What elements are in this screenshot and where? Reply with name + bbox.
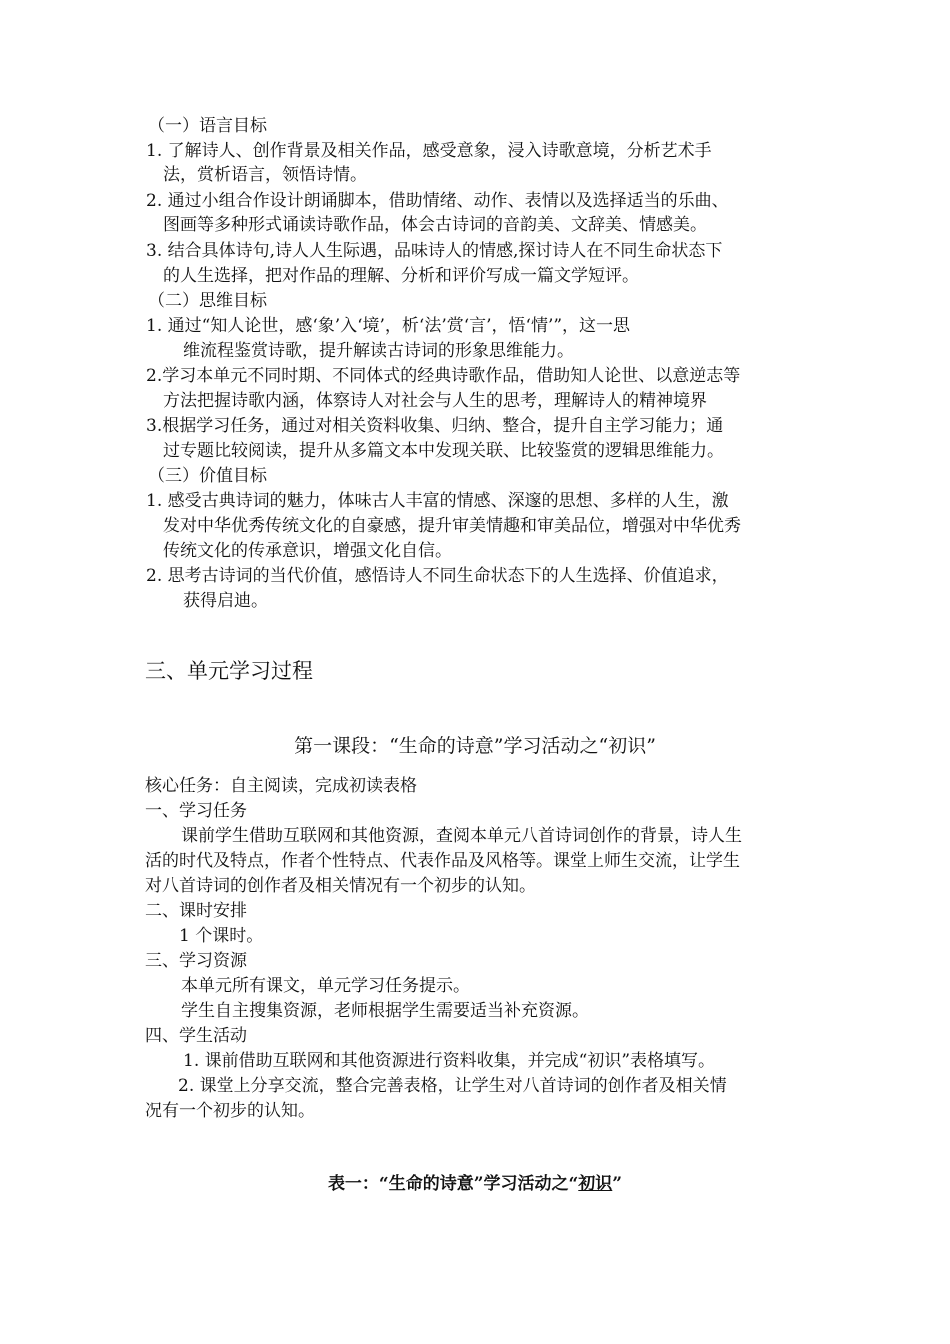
activity-1: 1. 课前借助互联网和其他资源进行资料收集，并完成“初识”表格填写。 xyxy=(183,1051,716,1071)
task-text-line1: 课前学生借助互联网和其他资源，查阅本单元八首诗词创作的背景，诗人生 xyxy=(181,826,742,846)
thinking-goal-2-line1: 2.学习本单元不同时期、不同体式的经典诗歌作品，借助知人论世、以意逆志等 xyxy=(146,366,741,386)
value-goal-1-line2: 发对中华优秀传统文化的自豪感，提升审美情趣和审美品位，增强对中华优秀 xyxy=(163,516,741,536)
stage-title: 第一课段：“生命的诗意”学习活动之“初识” xyxy=(294,735,656,757)
resources-line2: 学生自主搜集资源，老师根据学生需要适当补充资源。 xyxy=(181,1001,589,1021)
schedule-heading: 二、课时安排 xyxy=(145,901,247,921)
language-goal-3-line2: 的人生选择，把对作品的理解、分析和评价写成一篇文学短评。 xyxy=(163,266,639,286)
thinking-goal-3-line1: 3.根据学习任务，通过对相关资料收集、归纳、整合，提升自主学习能力；通 xyxy=(146,416,724,436)
thinking-goals-heading: （二）思维目标 xyxy=(148,291,267,311)
thinking-goal-2-line2: 方法把握诗歌内涵，体察诗人对社会与人生的思考，理解诗人的精神境界 xyxy=(163,391,707,411)
thinking-goal-1-line1: 1. 通过“知人论世，感‘象’入‘境’，析‘法’赏‘言’，悟‘情’”，这一思 xyxy=(146,316,631,336)
language-goal-1-line2: 法，赏析语言，领悟诗情。 xyxy=(163,165,367,185)
table-caption-prefix: 表一：“生命的诗意”学习活动之“ xyxy=(327,1174,579,1194)
value-goal-2-line1: 2. 思考古诗词的当代价值，感悟诗人不同生命状态下的人生选择、价值追求， xyxy=(146,566,729,586)
language-goal-2-line1: 2. 通过小组合作设计朗诵脚本，借助情绪、动作、表情以及选择适当的乐曲、 xyxy=(146,191,729,211)
schedule-text: 1 个课时。 xyxy=(179,926,264,946)
core-task: 核心任务：自主阅读，完成初读表格 xyxy=(145,776,417,796)
task-heading: 一、学习任务 xyxy=(145,801,247,821)
thinking-goal-3-line2: 过专题比较阅读，提升从多篇文本中发现关联、比较鉴赏的逻辑思维能力。 xyxy=(163,441,724,461)
language-goals-heading: （一）语言目标 xyxy=(148,116,267,136)
table-caption-underlined: 初识 xyxy=(578,1174,613,1194)
section-title: 三、单元学习过程 xyxy=(145,659,313,683)
activity-2-line2: 况有一个初步的认知。 xyxy=(145,1101,315,1121)
activity-2-line1: 2. 课堂上分享交流，整合完善表格，让学生对八首诗词的创作者及相关情 xyxy=(178,1076,727,1096)
resources-line1: 本单元所有课文，单元学习任务提示。 xyxy=(181,976,470,996)
language-goal-2-line2: 图画等多种形式诵读诗歌作品，体会古诗词的音韵美、文辞美、情感美。 xyxy=(163,215,707,235)
language-goal-3-line1: 3. 结合具体诗句,诗人人生际遇，品味诗人的情感,探讨诗人在不同生命状态下 xyxy=(146,241,723,261)
value-goal-1-line3: 传统文化的传承意识，增强文化自信。 xyxy=(163,541,452,561)
value-goal-2-line2: 获得启迪。 xyxy=(183,591,268,611)
task-text-line3: 对八首诗词的创作者及相关情况有一个初步的认知。 xyxy=(145,876,536,896)
task-text-line2: 活的时代及特点，作者个性特点、代表作品及风格等。课堂上师生交流，让学生 xyxy=(145,851,740,871)
value-goal-1-line1: 1. 感受古典诗词的魅力，体味古人丰富的情感、深邃的思想、多样的人生，激 xyxy=(146,491,729,511)
thinking-goal-1-line2: 维流程鉴赏诗歌，提升解读古诗词的形象思维能力。 xyxy=(183,341,574,361)
language-goal-1-line1: 1. 了解诗人、创作背景及相关作品，感受意象，浸入诗歌意境，分析艺术手 xyxy=(146,141,712,161)
table-caption xyxy=(0,1172,950,1196)
value-goals-heading: （三）价值目标 xyxy=(148,466,267,486)
activities-heading: 四、学生活动 xyxy=(145,1026,247,1046)
resources-heading: 三、学习资源 xyxy=(145,951,247,971)
table-caption-suffix: ” xyxy=(612,1174,623,1194)
